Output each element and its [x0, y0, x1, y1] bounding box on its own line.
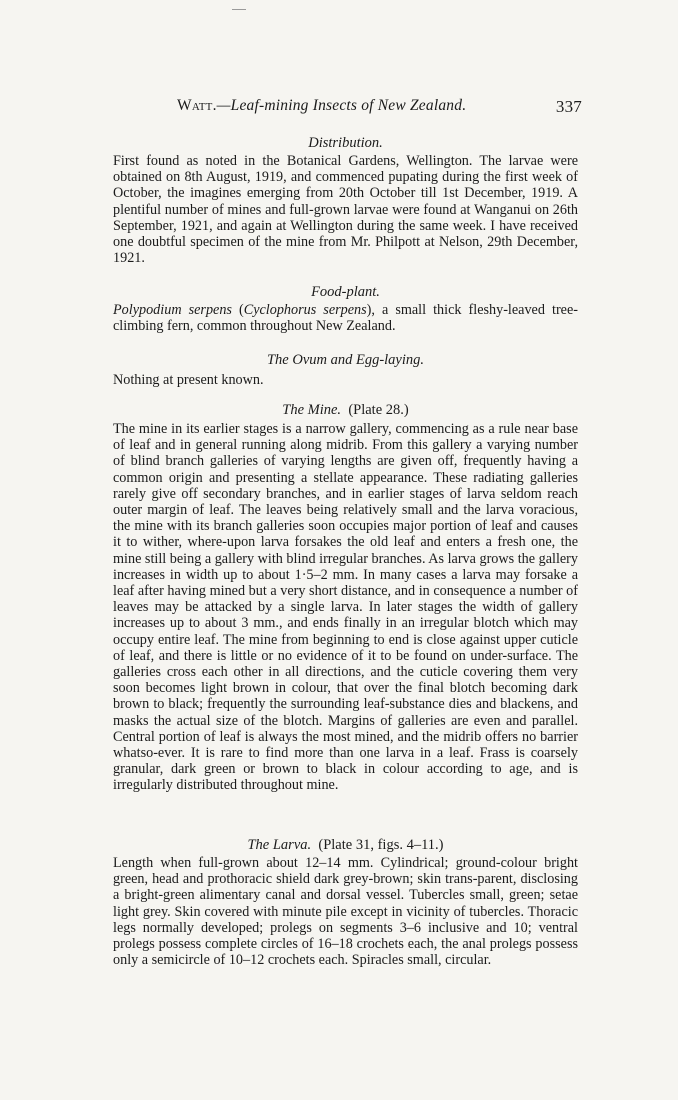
larva-text: Length when full-grown about 12–14 mm. Cylindrical; ground-colour bright green, head and prothoracic shield dark grey-brown; skin trans-parent, disclosing a bright-green alimentary canal and dorsal vessel. Tubercles small, green; setae light grey. Skin covered with minute pile except in vicinity of tubercles. Thoracic legs normally developed; prolegs on segments 3–6 inclusive and 10; ventral prolegs possess complete circles of 16–18 crochets each, the anal prolegs possess only a semicircle of 10–12 crochets each. Spiracles small, circular.: [113, 855, 578, 969]
page-number: 337: [555, 97, 582, 116]
distribution-paragraph: [113, 153, 578, 266]
larva-heading: [113, 837, 578, 854]
larva-paragraph: [113, 855, 578, 968]
food-plant-synonym: Cyclophorus serpens: [243, 302, 367, 318]
scan-speck: [232, 9, 246, 10]
larva-heading-ref: (Plate 31, figs. 4–11.): [318, 837, 444, 853]
distribution-text: First found as noted in the Botanical Gardens, Wellington. The larvae were obtained on 8th August, 1919, and commenced pupating during the first week of October, the imagines emerging from 20th October till 1st December, 1919. A plentiful number of mines and full-grown larvae were found at Wanganui on 26th September, 1921, and again at Wellington during the same week. I have received one doubtful specimen of the mine from Mr. Philpott at Nelson, 29th December, 1921.: [113, 153, 578, 267]
distribution-heading: Distribution.: [308, 135, 383, 151]
mine-heading-title: The Mine.: [282, 402, 342, 418]
food-plant-text: ), a small thick fleshy-leaved tree-climbing fern, common throughout New Zealand.: [113, 302, 578, 335]
running-head-title: —Leaf-mining Insects of New Zealand.: [216, 97, 467, 114]
food-plant-species: Polypodium serpens: [113, 302, 232, 318]
ovum-heading: The Ovum and Egg-laying.: [266, 352, 425, 368]
running-head-author: Watt.: [177, 97, 217, 114]
mine-heading-ref: (Plate 28.): [348, 402, 409, 418]
ovum-text: Nothing at present known.: [113, 372, 264, 388]
ovum-paragraph: [113, 372, 578, 388]
running-head: [177, 97, 582, 115]
larva-heading-title: The Larva.: [247, 837, 312, 853]
mine-paragraph: [113, 421, 578, 794]
mine-heading: [113, 402, 578, 419]
food-plant-heading: Food-plant.: [311, 284, 380, 300]
food-plant-paren-open: (: [231, 302, 244, 318]
mine-text: The mine in its earlier stages is a narrow gallery, commencing as a rule near base of leaf and in general running along midrib. From this gallery a varying number of blind branch galleries of varying lengths are given off, frequently having a common origin and presenting a stellate appearance. These radiating galleries rarely give off secondary branches, and in earlier stages of larva seldom reach outer margin of leaf. The leaves being relatively small and the larva voracious, the mine with its branch galleries soon occupies major portion of leaf and causes it to wither, where-upon larva forsakes the old leaf and enters a fresh one, the mine still being a gallery with blind irregular branches. As larva grows the gallery increases in width up to about 1·5–2 mm. In many cases a larva may forsake a leaf after having mined but a very short distance, and in consequence a number of leaves may be attacked by a single larva. In later stages the width of gallery increases up to about 3 mm., and ends finally in an irregular blotch which may occupy entire leaf. The mine from beginning to end is close against upper cuticle of leaf, and there is little or no evidence of it to be found on under-surface. The galleries cross each other in all directions, and the cuticle covering them very soon becomes light brown in colour, that over the final blotch becoming dark brown to black; frequently the surrounding leaf-substance dies and blackens, and masks the actual size of the blotch. Margins of galleries are even and parallel. Central portion of leaf is always the most mined, and the midrib offers no barrier whatso-ever. It is rare to find more than one larva in a leaf. Frass is coarsely granular, dark green or brown to black in colour according to age, and is irregularly distributed throughout mine.: [113, 421, 578, 794]
food-plant-paragraph: [113, 302, 578, 334]
